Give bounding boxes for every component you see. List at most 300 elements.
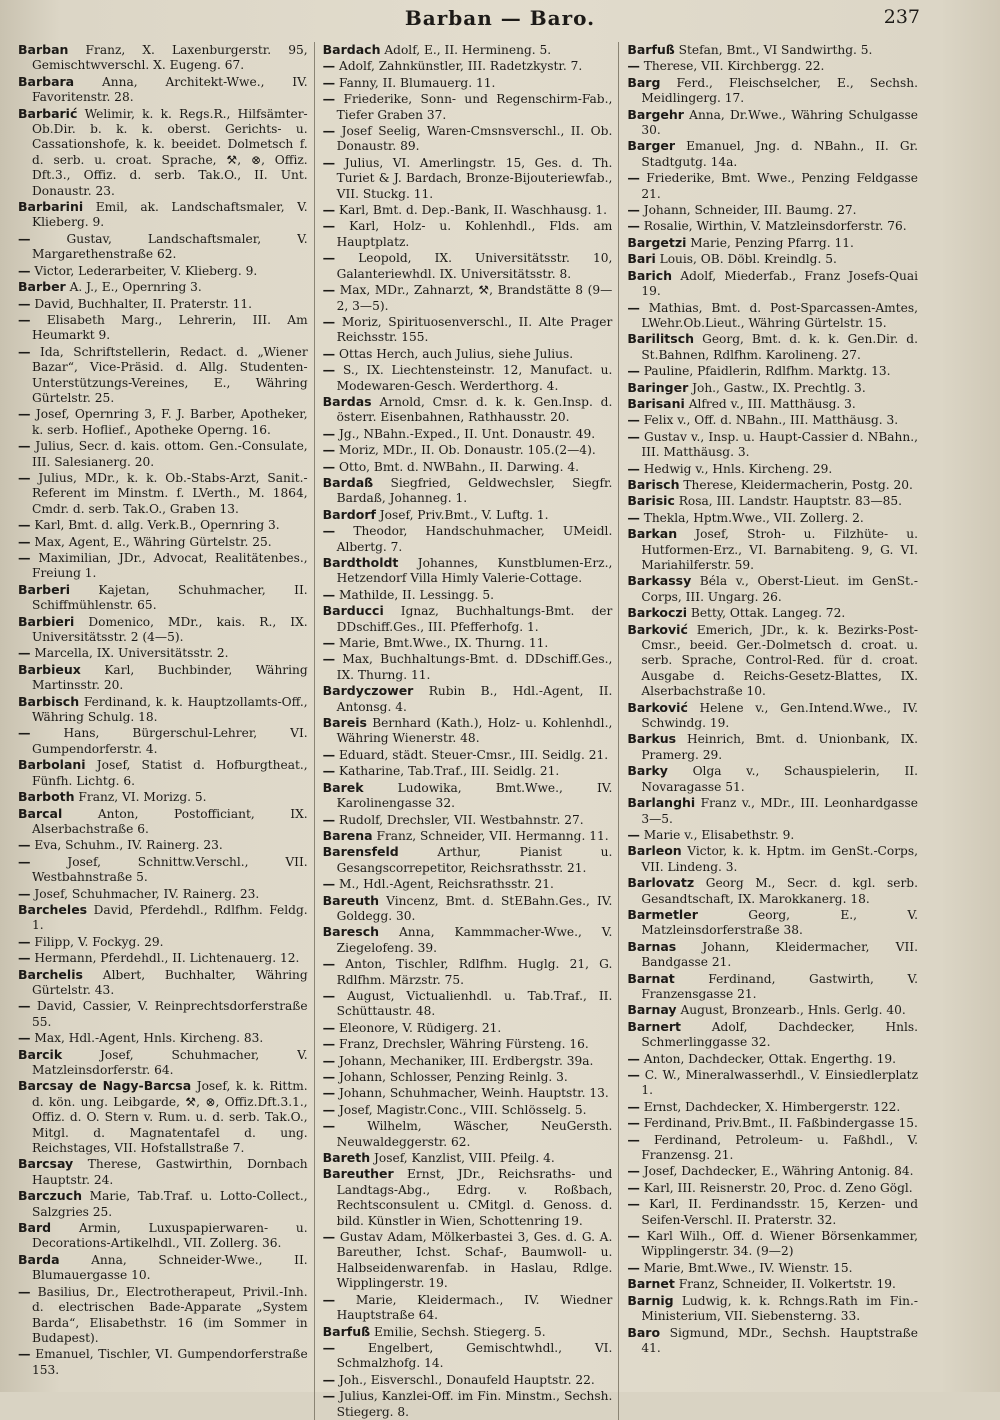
entry-surname: Barisch — [627, 476, 680, 492]
entry-details: Anton, Dachdecker, Ottak. Engerthg. 19. — [643, 1051, 897, 1066]
entry-surname: Bardaß — [322, 474, 374, 490]
directory-entry — [18, 406, 308, 438]
entry-details: Ferd., Fleischselcher, E., Sechsh. Meidlingerg. 17. — [641, 75, 918, 106]
entry-surname: — — [18, 950, 31, 966]
entry-details: Mathilde, II. Lessingg. 5. — [339, 587, 494, 602]
entry-details: Anton, Tischler, Rdlfhm. Huglg. 21, G. Rdlfhm. Märzstr. 75. — [336, 957, 613, 987]
entry-surname: Barbolani — [18, 757, 86, 773]
entry-details: Engelbert, Gemischtwhdl., VI. Schmalzhofg. 14. — [336, 1340, 613, 1371]
entry-details: Josef, Magistr.Conc., VIII. Schlösselg. 5. — [339, 1102, 587, 1117]
directory-entry — [627, 699, 918, 732]
directory-entry — [627, 42, 918, 58]
directory-entry — [18, 1346, 308, 1378]
entry-surname: — — [627, 170, 640, 186]
entry-details: August, Victualienhdl. u. Tab.Traf., II. Schüttaustr. 48. — [336, 988, 613, 1019]
entry-surname: — — [627, 1131, 640, 1147]
directory-entry — [322, 746, 613, 763]
directory-entry — [18, 1283, 308, 1347]
entry-surname: Barfuß — [322, 1323, 371, 1339]
entry-details: August, Bronzearb., Hnls. Gerlg. 40. — [680, 1003, 906, 1018]
entry-details: Anna, Schneider-Wwe., II. Blumauergasse 10. — [32, 1252, 308, 1283]
entry-details: Max, Hdl.-Agent, Hnls. Kircheng. 83. — [34, 1031, 264, 1046]
entry-details: Eva, Schuhm., IV. Rainerg. 23. — [34, 838, 223, 853]
directory-entry — [18, 837, 308, 853]
directory-entry — [322, 635, 613, 651]
entry-surname: — — [322, 362, 336, 378]
entry-surname: Barbara — [18, 73, 75, 89]
directory-entry — [322, 779, 613, 812]
entry-surname: Barbarini — [18, 199, 84, 215]
directory-entry — [18, 438, 308, 470]
entry-surname: — — [322, 123, 336, 139]
directory-entry — [18, 853, 308, 886]
directory-entry — [322, 586, 613, 603]
entry-details: Max, MDr., Zahnarzt, ⚒, Brandstätte 8 (9—2, 3—5). — [336, 283, 613, 313]
entry-details: Julius, Kanzlei-Off. im Fin. Minstm., Sechsh. Stiegerg. 8. — [336, 1389, 613, 1419]
entry-details: Bernhard (Kath.), Holz- u. Kohlenhdl., Währing Wienerstr. 48. — [336, 716, 613, 746]
entry-surname: Barisic — [627, 493, 675, 509]
entry-details: Gustav v., Insp. u. Haupt-Cassier d. NBahn., III. Matthäusg. 3. — [641, 429, 918, 460]
entry-details: Georg, E., V. Matzleinsdorferstraße 38. — [641, 907, 918, 938]
entry-details: Josef, k. k. Rittm. d. kön. ung. Leibgarde, ⚒, ⊗, Offiz.Dft.3.1., Offiz. d. O. Stern v. Rum. u. d. serb. Tak.O., Mitgl. d. Magnatentafel d. ung. Reichstages, VII. Hofstallstraße 7. — [32, 1079, 308, 1156]
entry-surname: Barnert — [627, 1018, 681, 1034]
directory-entry — [18, 1220, 308, 1252]
entry-details: Eleonore, V. Rüdigerg. 21. — [339, 1020, 502, 1035]
entry-surname: — — [18, 933, 31, 949]
entry-surname: — — [18, 517, 31, 533]
entry-surname: — — [322, 58, 336, 74]
entry-details: Vincenz, Bmt. d. StEBahn.Ges., IV. Goldegg. 30. — [336, 893, 613, 923]
directory-entry — [18, 1030, 308, 1046]
directory-entry — [627, 1067, 918, 1099]
entry-details: Franz, X. Laxenburgerstr. 95, Gemischtwverschl. X. Eugeng. 67. — [32, 43, 308, 73]
entry-details: A. J., E., Opernring 3. — [69, 280, 202, 295]
directory-entry — [322, 1371, 613, 1388]
entry-details: Victor, Lederarbeiter, V. Klieberg. 9. — [34, 263, 258, 278]
directory-entry — [627, 906, 918, 939]
entry-surname: — — [18, 406, 31, 422]
entry-details: Anton, Postofficiant, IX. Alserbachstraße 6. — [32, 806, 308, 836]
entry-details: Adolf, Miederfab., Franz Josefs-Quai 19. — [641, 268, 918, 299]
entry-details: Josef, Priv.Bmt., V. Luftg. 1. — [379, 507, 549, 522]
directory-entry — [322, 924, 613, 956]
entry-surname: Barczuch — [18, 1188, 83, 1204]
entry-surname: Barbieri — [18, 613, 75, 629]
entry-surname: Baresch — [322, 924, 380, 940]
directory-entry — [627, 1018, 918, 1051]
entry-details: Thekla, Hptm.Wwe., VII. Zollerg. 2. — [643, 510, 864, 525]
entry-details: Béla v., Oberst-Lieut. im GenSt.-Corps, III. Ungarg. 26. — [641, 574, 918, 604]
directory-entry — [18, 998, 308, 1030]
entry-details: Georg, Bmt. d. k. k. Gen.Dir. d. St.Bahnen, Rdlfhm. Karolineng. 27. — [641, 332, 918, 362]
entry-details: Otto, Bmt. d. NWBahn., II. Darwing. 4. — [339, 459, 579, 474]
entry-details: Ottas Herch, auch Julius, siehe Julius. — [339, 346, 574, 361]
directory-entry — [627, 395, 918, 412]
entry-surname: Barkus — [627, 731, 677, 747]
directory-entry — [322, 763, 613, 779]
entry-surname: — — [18, 343, 31, 359]
directory-entry — [627, 106, 918, 139]
directory-entry — [322, 474, 613, 507]
entry-surname: — — [18, 1030, 31, 1046]
directory-entry — [18, 933, 308, 950]
directory-entry — [627, 234, 918, 251]
entry-details: Felix v., Off. d. NBahn., III. Matthäusg. 3. — [643, 413, 899, 428]
entry-surname: — — [322, 876, 336, 892]
entry-surname: Barnat — [627, 970, 675, 986]
directory-entry — [627, 938, 918, 971]
entry-surname: — — [322, 1118, 336, 1134]
directory-entry — [627, 875, 918, 907]
directory-entry — [627, 331, 918, 363]
directory-entry — [627, 460, 918, 477]
directory-entry — [322, 58, 613, 74]
entry-surname: — — [18, 533, 31, 549]
entry-details: David, Pferdehdl., Rdlfhm. Feldg. 1. — [32, 902, 308, 933]
directory-entry — [627, 526, 918, 573]
entry-details: Marie, Bmt.Wwe., IX. Thurng. 11. — [339, 636, 549, 651]
entry-details: Ferdinand, Priv.Bmt., II. Faßbindergasse 15. — [643, 1116, 918, 1131]
entry-surname: — — [322, 811, 336, 827]
directory-entry — [322, 1052, 613, 1069]
directory-entry — [322, 91, 613, 123]
directory-entry — [627, 493, 918, 509]
entry-surname: — — [18, 885, 31, 901]
entry-surname: — — [322, 746, 336, 762]
entry-surname: Barcsay de Nagy-Barcsa — [18, 1078, 192, 1094]
entry-surname: — — [322, 1339, 336, 1355]
directory-entry — [627, 1259, 918, 1276]
entry-details: Ludwig, k. k. Rchngs.Rath im Fin.-Ministerium, VII. Siebensterng. 33. — [641, 1293, 918, 1324]
entry-surname: — — [322, 345, 336, 361]
directory-entry — [322, 425, 613, 442]
entry-details: Josef, Dachdecker, E., Währing Antonig. 84. — [643, 1164, 914, 1179]
entry-surname: Barcal — [18, 805, 63, 821]
entry-surname: — — [627, 1067, 640, 1082]
entry-surname: — — [18, 438, 31, 454]
directory-entry — [18, 1046, 308, 1079]
entry-details: Julius, VI. Amerlingstr. 15, Ges. d. Th. Turiet & J. Bardach, Bronze-Bijouteriewfab., VII. Stuckg. 11. — [336, 155, 613, 201]
entry-surname: — — [627, 412, 640, 428]
entry-surname: Barensfeld — [322, 844, 399, 860]
entry-surname: Barcik — [18, 1046, 63, 1062]
entry-surname: Barcsay — [18, 1156, 74, 1172]
entry-surname: Barberi — [18, 581, 71, 597]
directory-entry — [322, 313, 613, 346]
entry-details: Marcella, IX. Universitätsstr. 2. — [34, 646, 229, 661]
entry-details: Betty, Ottak. Langeg. 72. — [690, 606, 846, 621]
entry-surname: Barcheles — [18, 901, 88, 917]
entry-surname: — — [18, 837, 31, 853]
directory-entry — [322, 1323, 613, 1340]
directory-entry — [627, 843, 918, 875]
directory-entry — [627, 1228, 918, 1260]
directory-entry — [322, 715, 613, 747]
directory-entry — [18, 966, 308, 999]
entry-details: Domenico, MDr., kais. R., IX. Universitätsstr. 2 (4—5). — [32, 614, 308, 645]
directory-entry — [322, 458, 613, 475]
entry-surname: — — [322, 91, 336, 107]
entry-surname: Barnig — [627, 1292, 674, 1308]
entry-surname: Barbisch — [18, 693, 80, 709]
entry-surname: — — [18, 853, 31, 869]
entry-details: Kajetan, Schuhmacher, II. Schiffmühlenstr. 65. — [32, 582, 308, 613]
directory-entry — [627, 138, 918, 170]
entry-surname: Baro — [627, 1324, 661, 1340]
directory-entry — [18, 1156, 308, 1188]
entry-surname: — — [18, 1346, 31, 1362]
entry-details: Emil, ak. Landschaftsmaler, V. Klieberg. 9. — [32, 200, 308, 230]
entry-details: Johann, Schlosser, Penzing Reinlg. 3. — [339, 1070, 568, 1084]
entry-details: Anna, Architekt-Wwe., IV. Favoritenstr. 28. — [32, 74, 308, 105]
directory-entry — [627, 170, 918, 202]
entry-details: Josef, Schuhmacher, IV. Rainerg. 23. — [34, 886, 260, 901]
directory-entry — [18, 517, 308, 533]
entry-details: Karl, III. Reisnerstr. 20, Proc. d. Zeno Gögl. — [643, 1180, 913, 1195]
directory-entry — [322, 603, 613, 635]
entry-surname: Barkassy — [627, 573, 692, 589]
entry-surname: Barković — [627, 621, 688, 637]
entry-surname: — — [322, 956, 336, 972]
entry-surname: — — [322, 458, 336, 474]
directory-entry — [627, 1276, 918, 1292]
directory-entry — [322, 555, 613, 587]
entry-surname: Bareuth — [322, 892, 380, 908]
entry-details: Adolf, E., II. Hermineng. 5. — [384, 43, 552, 57]
entry-details: Marie, Bmt.Wwe., IV. Wienstr. 15. — [643, 1260, 853, 1275]
entry-details: Franz, Drechsler, Währing Fürsteng. 16. — [339, 1037, 589, 1052]
directory-entry — [322, 683, 613, 715]
entry-details: Jg., NBahn.-Exped., II. Unt. Donaustr. 49. — [339, 426, 596, 441]
entry-surname: Barducci — [322, 603, 384, 619]
entry-details: Mathias, Bmt. d. Post-Sparcassen-Amtes, LWehr.Ob.Lieut., Währing Gürtelstr. 15. — [641, 300, 918, 330]
column-left — [18, 42, 315, 1420]
entry-details: Arnold, Cmsr. d. k. k. Gen.Insp. d. österr. Eisenbahnen, Rathhausstr. 20. — [336, 394, 613, 425]
directory-entry — [627, 605, 918, 621]
running-head: Barban — Baro. — [404, 6, 596, 30]
entry-details: Adolf, Zahnkünstler, III. Radetzkystr. 7. — [339, 59, 583, 74]
entry-surname: — — [322, 523, 336, 539]
entry-surname: Barda — [18, 1251, 60, 1267]
directory-entry — [18, 757, 308, 789]
entry-surname: — — [18, 230, 31, 246]
entry-surname: — — [322, 1229, 336, 1245]
entry-details: Armin, Luxuspapierwaren- u. Decorations-Artikelhdl., VII. Zollerg. 36. — [32, 1221, 308, 1251]
directory-entry — [627, 1131, 918, 1164]
directory-entry — [18, 661, 308, 694]
directory-entry — [627, 74, 918, 107]
entry-details: Pauline, Pfaidlerin, Rdlfhm. Marktg. 13. — [643, 364, 891, 379]
entry-details: Josef, Statist d. Hofburgtheat., Fünfh. Lichtg. 6. — [32, 758, 308, 788]
directory-entry — [18, 885, 308, 902]
entry-details: Franz, VI. Morizg. 5. — [78, 790, 207, 805]
entry-surname: — — [322, 202, 336, 218]
directory-entry — [18, 725, 308, 757]
entry-details: Eduard, städt. Steuer-Cmsr., III. Seidlg. 21. — [339, 747, 609, 762]
directory-entry — [18, 645, 308, 661]
directory-entry — [322, 345, 613, 362]
page-number: 237 — [883, 6, 920, 28]
directory-entry — [627, 428, 918, 461]
entry-details: Anna, Dr.Wwe., Währing Schulgasse 30. — [641, 107, 918, 138]
directory-entry — [322, 393, 613, 426]
entry-details: Louis, OB. Döbl. Kreindlg. 5. — [659, 252, 837, 267]
entry-details: Leopold, IX. Universitätsstr. 10, Galanteriewhdl. IX. Universitätsstr. 8. — [336, 251, 613, 281]
entry-details: David, Buchhalter, II. Praterstr. 11. — [34, 296, 252, 311]
entry-surname: Barger — [627, 138, 676, 154]
entry-details: David, Cassier, V. Reinprechtsdorferstraße 55. — [32, 999, 308, 1029]
entry-surname: — — [322, 1019, 336, 1035]
entry-surname: Barbarić — [18, 105, 78, 121]
entry-surname: Bari — [627, 251, 656, 267]
entry-details: Johann, Kleidermacher, VII. Bandgasse 21. — [641, 939, 918, 970]
entry-details: Karl, Bmt. d. Dep.-Bank, II. Waschhausg. 1. — [339, 203, 608, 218]
directory-entry — [322, 523, 613, 555]
entry-details: Sigmund, MDr., Sechsh. Hauptstraße 41. — [641, 1325, 918, 1355]
entry-surname: — — [322, 635, 336, 651]
entry-surname: — — [322, 1388, 336, 1404]
entry-surname: Barlovatz — [627, 875, 695, 891]
directory-entry — [18, 901, 308, 934]
entry-surname: — — [627, 202, 640, 218]
entry-surname: Barena — [322, 827, 373, 843]
entry-details: Max, Agent, E., Währing Gürtelstr. 25. — [34, 534, 272, 549]
entry-details: M., Hdl.-Agent, Reichsrathsstr. 21. — [339, 877, 554, 892]
entry-details: Johann, Schneider, III. Baumg. 27. — [643, 203, 857, 218]
directory-entry — [627, 251, 918, 267]
entry-details: Hedwig v., Hnls. Kircheng. 29. — [643, 461, 833, 476]
entry-details: Rubin B., Hdl.-Agent, II. Antonsg. 4. — [336, 684, 613, 714]
directory-entry — [322, 282, 613, 314]
entry-details: Gustav, Landschaftsmaler, V. Margarethenstraße 62. — [32, 231, 308, 262]
entry-surname: — — [322, 1069, 336, 1084]
entry-surname: Barkoczi — [627, 605, 687, 621]
entry-details: Albert, Buchhalter, Währing Gürtelstr. 43. — [32, 967, 308, 997]
entry-surname: — — [322, 987, 336, 1003]
directory-entry — [627, 58, 918, 74]
entry-details: Emilie, Sechsh. Stiegerg. 5. — [374, 1324, 546, 1339]
entry-surname: Bargehr — [627, 106, 684, 122]
entry-surname: — — [322, 313, 336, 329]
entry-surname: — — [322, 442, 336, 458]
directory-entry — [322, 506, 613, 523]
entry-surname: Barg — [627, 74, 661, 90]
entry-details: Ernst, Dachdecker, X. Himbergerstr. 122. — [643, 1099, 901, 1114]
directory-entry — [627, 795, 918, 827]
entry-details: Katharine, Tab.Traf., III. Seidlg. 21. — [339, 764, 560, 779]
entry-surname: — — [322, 1036, 336, 1052]
directory-entry — [18, 950, 308, 966]
entry-details: Josef, Schnittw.Verschl., VII. Westbahnstraße 5. — [32, 854, 308, 885]
entry-surname: — — [322, 651, 336, 667]
entry-surname: — — [627, 1098, 640, 1114]
entry-surname: — — [627, 1228, 640, 1244]
directory-entry — [18, 230, 308, 263]
directory-entry — [627, 970, 918, 1003]
entry-surname: Barban — [18, 42, 69, 57]
entry-details: Josef, Kanzlist, VIII. Pfeilg. 4. — [374, 1151, 555, 1166]
entry-details: Franz v., MDr., III. Leonhardgasse 3—5. — [641, 796, 918, 826]
entry-surname: — — [322, 282, 336, 298]
entry-surname: Bareis — [322, 715, 367, 731]
entry-details: Ida, Schriftstellerin, Redact. d. „Wiener Bazar“, Vice-Präsid. d. Allg. Studenten-Unterstützungs-Vereines, E., Währing Gürtelstr. 25. — [32, 344, 308, 405]
entry-surname: — — [18, 295, 31, 311]
entry-details: Friederike, Bmt. Wwe., Penzing Feldgasse 21. — [641, 171, 918, 201]
entry-details: Karl, Bmt. d. allg. Verk.B., Opernring 3. — [34, 518, 280, 533]
entry-details: Stefan, Bmt., VI Sandwirthg. 5. — [678, 43, 873, 57]
entry-details: Emanuel, Jng. d. NBahn., II. Gr. Stadtgutg. 14a. — [641, 139, 918, 169]
directory-entry — [18, 613, 308, 646]
entry-surname: Bargetzi — [627, 234, 687, 250]
directory-entry — [627, 1163, 918, 1179]
entry-surname: — — [322, 250, 336, 266]
directory-entry — [18, 295, 308, 312]
entry-surname: — — [18, 550, 31, 565]
directory-entry — [322, 1339, 613, 1372]
entry-details: Joh., Eisverschl., Donaufeld Hauptstr. 22. — [339, 1372, 595, 1387]
entry-details: Filipp, V. Fockyg. 29. — [34, 934, 164, 949]
entry-surname: — — [322, 1085, 336, 1101]
entry-surname: — — [18, 645, 31, 661]
directory-entry — [322, 123, 613, 155]
directory-entry — [627, 1292, 918, 1325]
entry-details: Helene v., Gen.Intend.Wwe., IV. Schwindg. 19. — [641, 700, 918, 731]
entry-details: Therese, Kleidermacherin, Postg. 20. — [683, 477, 913, 492]
entry-details: Ernst, JDr., Reichsraths- und Landtags-Abg., Edrg. v. Roßbach, Rechtsconsulent u. CMitgl. d. Genoss. d. bild. Künstler in Wien, Schottenring 19. — [336, 1167, 613, 1228]
entry-surname: Barbieux — [18, 661, 81, 677]
column-right — [627, 42, 924, 1420]
directory-entry — [322, 1101, 613, 1118]
directory-entry — [18, 105, 308, 199]
directory-entry — [322, 827, 613, 844]
entry-surname: Barchelis — [18, 966, 83, 982]
entry-surname: Bareuther — [322, 1166, 394, 1182]
entry-details: Olga v., Schauspielerin, II. Novaragasse 51. — [641, 764, 918, 794]
directory-entry — [18, 1188, 308, 1220]
entry-details: Franz, Schneider, VII. Hermanng. 11. — [376, 828, 609, 843]
directory-entry — [322, 1069, 613, 1085]
directory-entry — [322, 250, 613, 282]
entry-details: Anna, Kammmacher-Wwe., V. Ziegelofeng. 39. — [336, 925, 613, 955]
entry-details: Gustav Adam, Mölkerbastei 3, Ges. d. G. A. Bareuther, Ichst. Schaf-, Baumwoll- u. Halbseidenwarenfab. in Haslau, Rdlge. Wipplingerstr. 19. — [336, 1230, 613, 1291]
entry-surname: — — [627, 363, 640, 379]
directory-entry — [627, 1002, 918, 1018]
entry-surname: Barich — [627, 267, 673, 283]
directory-entry — [322, 42, 613, 58]
directory-entry — [322, 74, 613, 91]
entry-details: Joh., Gastw., IX. Prechtlg. 3. — [692, 380, 866, 395]
directory-entry — [322, 1019, 613, 1036]
directory-entry — [322, 1118, 613, 1150]
entry-surname: — — [322, 154, 336, 170]
entry-details: Josef Seelig, Waren-Cmsnsverschl., II. Ob. Donaustr. 89. — [336, 124, 613, 154]
entry-surname: — — [322, 586, 336, 602]
entry-details: Theodor, Handschuhmacher, UMeidl. Albertg. 7. — [336, 524, 613, 554]
directory-entry — [627, 379, 918, 396]
entry-surname: Barković — [627, 699, 688, 715]
entry-surname: — — [322, 763, 336, 779]
directory-entry — [18, 550, 308, 582]
directory-entry — [627, 218, 918, 234]
entry-surname: — — [322, 1052, 336, 1068]
entry-details: Siegfried, Geldwechsler, Siegfr. Bardaß, Johanneg. 1. — [336, 475, 613, 506]
entry-surname: Barilitsch — [627, 331, 695, 347]
entry-details: Josef, Stroh- u. Filzhüte- u. Hutformen-Erz., VI. Barnabiteng. 9, G. VI. Mariahilferstr. 59. — [641, 527, 918, 572]
entry-details: Georg M., Secr. d. kgl. serb. Gesandtschaft, IX. Marokkanerg. 18. — [641, 876, 918, 906]
entry-details: Emerich, JDr., k. k. Bezirks-Post-Cmsr., beeid. Ger.-Dolmetsch d. croat. u. serb. Sprache, Control-Red. für d. croat. Ausgabe d. Reichs-Gesetz-Blattes, IX. Alserbachstraße 10. — [641, 622, 918, 699]
entry-details: Emanuel, Tischler, VI. Gumpendorferstraße 153. — [32, 1347, 308, 1377]
entry-surname: Bareth — [322, 1150, 371, 1166]
